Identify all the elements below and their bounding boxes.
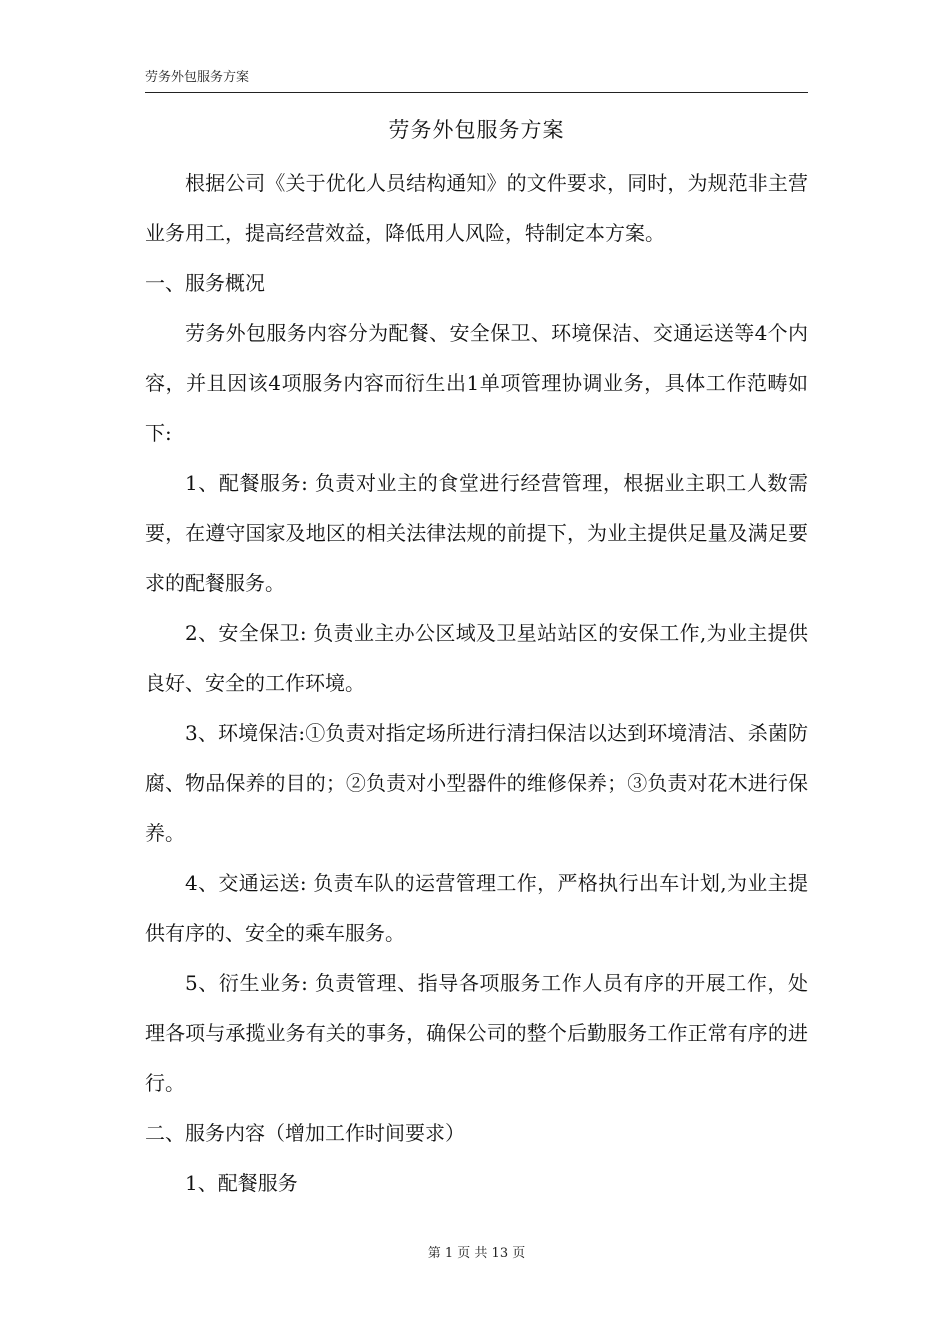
item-transport: 4、交通运送: 负责车队的运营管理工作，严格执行出车计划,为业主提供有序的、安全的乘车服务。 bbox=[145, 871, 808, 945]
subheading-catering: 1、配餐服务 bbox=[185, 1171, 298, 1195]
item-cleaning: 3、环境保洁:①负责对指定场所进行清扫保洁以达到环境清洁、杀菌防腐、物品保养的目的；②负责对小型器件的维修保养；③负责对花木进行保养。 bbox=[145, 721, 808, 845]
section-heading-overview: 一、服务概况 bbox=[145, 271, 265, 295]
item-security: 2、安全保卫: 负责业主办公区域及卫星站站区的安保工作,为业主提供良好、安全的工作环境。 bbox=[145, 621, 808, 695]
item-catering: 1、配餐服务: 负责对业主的食堂进行经营管理，根据业主职工人数需要，在遵守国家及地区的相关法律法规的前提下，为业主提供足量及满足要求的配餐服务。 bbox=[145, 471, 808, 595]
overview-paragraph: 劳务外包服务内容分为配餐、安全保卫、环境保洁、交通运送等4个内容，并且因该4项服务内容而衍生出1单项管理协调业务，具体工作范畴如下: bbox=[145, 321, 808, 445]
document-body bbox=[145, 158, 808, 1208]
intro-paragraph: 根据公司《关于优化人员结构通知》的文件要求，同时，为规范非主营业务用工，提高经营效益，降低用人风险，特制定本方案。 bbox=[145, 171, 808, 245]
item-derivative: 5、衍生业务: 负责管理、指导各项服务工作人员有序的开展工作，处理各项与承揽业务有关的事务，确保公司的整个后勤服务工作正常有序的进行。 bbox=[145, 971, 808, 1095]
page-footer: 第 1 页 共 13 页 bbox=[427, 1246, 526, 1261]
running-header: 劳务外包服务方案 bbox=[145, 68, 808, 93]
section-heading-content: 二、服务内容（增加工作时间要求） bbox=[145, 1121, 465, 1145]
document-title: 劳务外包服务方案 bbox=[388, 118, 565, 142]
